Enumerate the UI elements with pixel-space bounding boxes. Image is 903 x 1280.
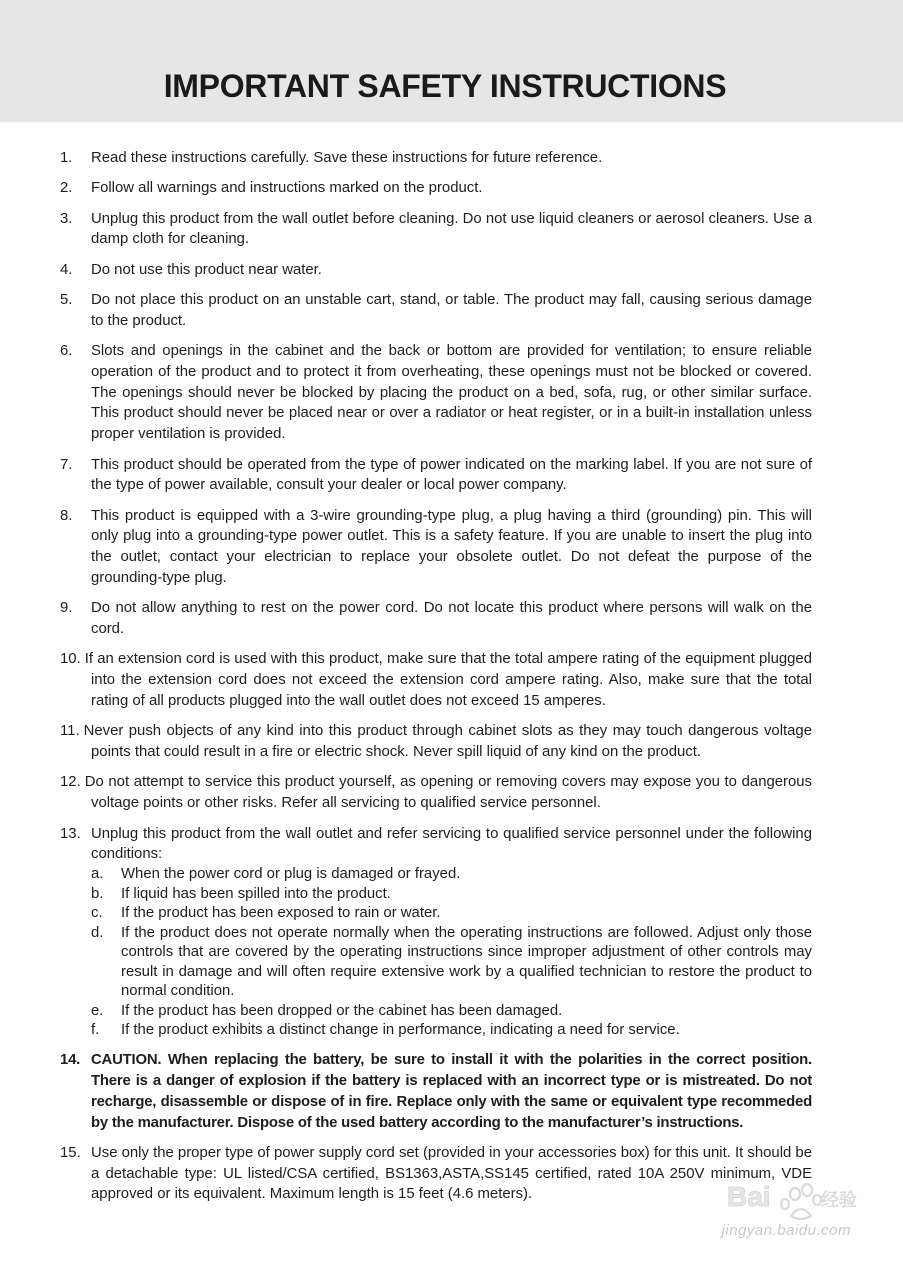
sub-text: If the product has been dropped or the cabinet has been damaged.: [121, 1002, 563, 1019]
list-item: [60, 598, 812, 640]
sublist-item: [60, 904, 812, 924]
list-item: [60, 209, 812, 251]
sublist-item: [60, 1002, 812, 1022]
item-number: 14.: [60, 1052, 81, 1069]
item-number: 7.: [60, 456, 73, 473]
sub-letter: f.: [91, 1022, 100, 1039]
item-text: Read these instructions carefully. Save these instructions for future reference.: [91, 150, 603, 166]
sublist-item: [60, 885, 812, 905]
list-item: [60, 506, 812, 589]
item-text: Unplug this product from the wall outlet before cleaning. Do not use liquid cleaners or aerosol cleaners. Use a damp cloth for cleaning.: [91, 210, 812, 248]
item-number: 13.: [60, 825, 81, 842]
item-number: 11.: [60, 723, 80, 740]
item-number: 9.: [60, 600, 73, 617]
item-number: 12.: [60, 774, 81, 791]
item-number: 1.: [60, 150, 73, 166]
item-number: 10.: [60, 651, 81, 668]
item-text: Do not place this product on an unstable cart, stand, or table. The product may fall, causing serious damage to the product.: [91, 291, 812, 329]
item-text: Follow all warnings and instructions marked on the product.: [91, 180, 483, 197]
sub-letter: e.: [91, 1002, 104, 1019]
sub-letter: d.: [91, 924, 104, 941]
sub-text: If liquid has been spilled into the product.: [121, 885, 391, 902]
list-item: [60, 772, 812, 814]
item-text: Do not allow anything to rest on the power cord. Do not locate this product where persons will walk on the cord.: [91, 600, 812, 638]
sub-text: If the product exhibits a distinct change in performance, indicating a need for service.: [121, 1022, 680, 1039]
item-text: CAUTION. When replacing the battery, be sure to install it with the polarities in the correct position. There is a danger of explosion if the battery is replaced with an incorrect type or is mistreated. Do not recharge, disassemble or dispose of in fire. Replace only with the same or equivalent type recommeded by the manufacturer. Dispose of the used battery according to the manufacturer’s instructions.: [91, 1052, 812, 1131]
item-number: 2.: [60, 180, 73, 197]
item-text: Use only the proper type of power supply cord set (provided in your accessories box) for this unit. It should be a detachable type: UL listed/CSA certified, BS1363,ASTA,SS145 certified, rated 10A 250V minimum, VDE approved or its equivalent. Maximum length is 15 feet (4.6 meters).: [91, 1144, 812, 1203]
item-text: Unplug this product from the wall outlet and refer servicing to qualified service personnel under the following conditions:: [91, 825, 812, 863]
list-item: [60, 178, 812, 199]
item-number: 8.: [60, 507, 73, 524]
list-item: [60, 290, 812, 332]
list-item: [60, 341, 812, 445]
list-item: [60, 721, 812, 763]
item-text: Do not attempt to service this product yourself, as opening or removing covers may expose you to dangerous voltage points or other risks. Refer all servicing to qualified service personnel.: [84, 774, 812, 812]
item-text: If an extension cord is used with this product, make sure that the total ampere rating of the equipment plugged into the extension cord does not exceed the extension cord ampere rating. Also, make sure that the total rating of all products plugged into the wall outlet does not exceed 15 amperes.: [84, 651, 812, 710]
item-text: Do not use this product near water.: [91, 261, 322, 278]
sub-text: When the power cord or plug is damaged or frayed.: [121, 866, 461, 883]
list-item: [60, 260, 812, 281]
item-text: This product should be operated from the type of power indicated on the marking label. If you are not sure of the type of power available, consult your dealer or local power company.: [91, 456, 812, 494]
sublist-item: [60, 1021, 812, 1041]
list-item: [60, 649, 812, 711]
sublist-item: [60, 924, 812, 1002]
list-item: [60, 455, 812, 497]
list-item: [60, 148, 812, 169]
item-number: 5.: [60, 291, 73, 308]
watermark-url: jingyan.baidu.com: [721, 1222, 851, 1239]
sub-letter: a.: [91, 866, 104, 883]
svg-text:经验: 经验: [821, 1190, 857, 1211]
sub-text: If the product does not operate normally when the operating instructions are followed. Adjust only those controls that are covered by the operating instructions since improper adjustment of other controls may result in damage and will often require extensive work by a qualified technician to restore the product to normal condition.: [121, 924, 812, 1000]
list-item: [60, 824, 812, 1041]
item-number: 6.: [60, 343, 73, 360]
item-number: 3.: [60, 210, 73, 227]
item-number: 15.: [60, 1144, 81, 1161]
page-title: IMPORTANT SAFETY INSTRUCTIONS: [163, 68, 727, 104]
sublist-item: [60, 865, 812, 885]
list-item: [60, 1143, 812, 1205]
svg-text:Bai: Bai: [727, 1181, 771, 1212]
list-item-caution: [60, 1050, 812, 1133]
instructions-list: [60, 148, 812, 1215]
item-text: Slots and openings in the cabinet and the back or bottom are provided for ventilation; to ensure reliable operation of the product and to protect it from overheating, these openings must not be blocked or covered. The openings should never be blocked by placing the product on a bed, sofa, rug, or other similar surface. This product should never be placed near or over a radiator or heat register, or in a built-in installation unless proper ventilation is provided.: [91, 343, 812, 443]
sub-letter: b.: [91, 885, 104, 902]
item-text: This product is equipped with a 3-wire grounding-type plug, a plug having a third (grounding) pin. This will only plug into a grounding-type power outlet. This is a safety feature. If you are unable to insert the plug into the outlet, contact your electrician to replace your obsolete outlet. Do not defeat the purpose of the grounding-type plug.: [91, 507, 812, 587]
item-number: 4.: [60, 261, 73, 278]
sub-text: If the product has been exposed to rain or water.: [121, 905, 441, 922]
item-text: Never push objects of any kind into this product through cabinet slots as they may touch dangerous voltage points that could result in a fire or electric shock. Never spill liquid of any kind on the product.: [83, 723, 812, 761]
condition-sublist: [91, 865, 812, 1041]
sub-letter: c.: [91, 905, 103, 922]
